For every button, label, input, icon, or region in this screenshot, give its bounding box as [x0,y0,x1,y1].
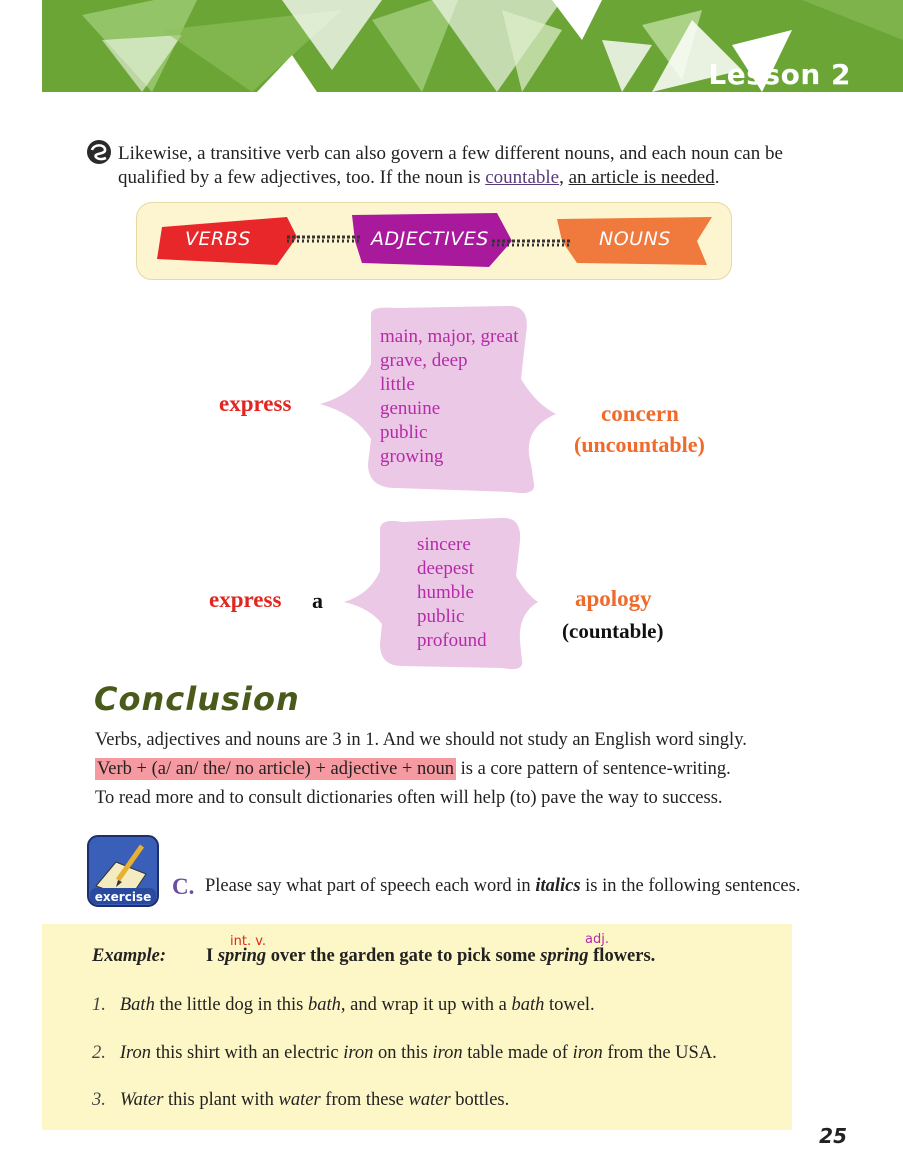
adjective-item: genuine [380,398,441,419]
nouns-label: NOUNS [599,228,671,250]
noun-concern: concern [601,401,679,426]
example-text: flowers. [588,946,656,966]
verbs-label: VERBS [185,228,251,250]
sentence-text: towel. [544,995,595,1015]
verb-express-1: express [219,391,292,416]
italic-target-word: Water [119,1090,164,1110]
exercise-question [205,876,800,897]
sentence-text: bottles. [450,1090,510,1110]
exercise-letter: C. [172,874,195,899]
example-text: I [206,946,218,966]
italic-target-word: Bath [119,995,155,1015]
example-italic-word: spring [217,946,267,966]
item-number: 3. [92,1090,106,1110]
example-label: Example: [92,946,166,966]
item-number: 1. [92,995,106,1015]
uncountable-note: (uncountable) [574,432,705,457]
countable-note: (countable) [562,619,664,643]
sentence-text: from these [320,1090,409,1110]
adjective-list-2 [417,533,487,653]
exercise-item-3 [92,1090,509,1111]
adjective-item: main, major, great [380,326,519,347]
italic-target-word: Iron [119,1043,152,1063]
italic-target-word: iron [572,1043,603,1063]
annotation-intransitive-verb: int. v. [230,934,267,949]
italic-target-word: bath [511,995,545,1015]
exercise-item-2 [92,1043,717,1064]
countable-term: countable [485,167,560,188]
page-number: 25 [819,1124,847,1148]
conclusion-line [95,755,825,784]
example-italic-word: spring [540,946,589,966]
adjective-item: growing [380,446,444,467]
conclusion-line-rest: is a core pattern of sentence-writing. [455,759,731,779]
exercise-item-1 [92,995,595,1016]
italic-target-word: bath [307,995,341,1015]
adjective-item: profound [417,630,487,651]
article-a: a [312,588,323,613]
verb-express-2: express [209,587,282,612]
italic-target-word: water [278,1090,321,1110]
italic-target-word: iron [343,1043,374,1063]
example-line [92,946,655,967]
intro-end: . [714,167,720,188]
sentence-text: the little dog in this [154,995,308,1015]
adjectives-label: ADJECTIVES [371,228,489,250]
adjective-item: public [417,606,465,627]
conclusion-paragraph [95,726,825,813]
adjective-item: sincere [417,534,471,555]
noun-apology: apology [575,586,652,611]
annotation-adjective: adj. [585,932,609,947]
question-text: is in the following sentences. [580,876,801,896]
sentence-text: , and wrap it up with a [340,995,512,1015]
sentence-text: this plant with [163,1090,279,1110]
swirl-bullet-icon [86,139,112,165]
lesson-title: Lesson 2 [708,58,851,91]
italics-word: italics [535,876,581,896]
conclusion-heading: Conclusion [94,680,300,718]
adjective-item: grave, deep [380,350,468,371]
italic-target-word: water [408,1090,451,1110]
conclusion-line: Verbs, adjectives and nouns are 3 in 1. And we should not study an English word singly. [95,730,747,750]
adjective-item: little [380,374,415,395]
sentence-text: from the USA. [602,1043,717,1063]
adjective-list-1 [380,325,519,469]
intro-text: Likewise, a transitive verb can also govern a few different nouns, and each noun can be qualified by a few adjectives, too. If the noun is [118,143,783,188]
adjective-item: public [380,422,428,443]
adjective-item: humble [417,582,474,603]
item-number: 2. [92,1043,106,1063]
conclusion-line: To read more and to consult dictionaries often will help (to) pave the way to success. [95,788,723,808]
sentence-text: on this [373,1043,433,1063]
sentence-text: table made of [462,1043,573,1063]
exercise-icon-label: exercise [94,890,152,904]
article-needed-phrase: an article is needed [568,167,715,188]
adjective-item: deepest [417,558,474,579]
intro-comma: , [559,167,569,188]
header-banner [42,0,903,92]
exercise-icon [86,834,160,908]
example-text: over the garden gate to pick some [266,946,541,966]
sentence-text: this shirt with an electric [151,1043,344,1063]
intro-paragraph [118,142,848,190]
pattern-highlight: Verb + (a/ an/ the/ no article) + adjective + noun [97,759,454,779]
italic-target-word: iron [432,1043,463,1063]
word-chain-box [136,202,732,280]
question-text: Please say what part of speech each word in [205,876,536,896]
